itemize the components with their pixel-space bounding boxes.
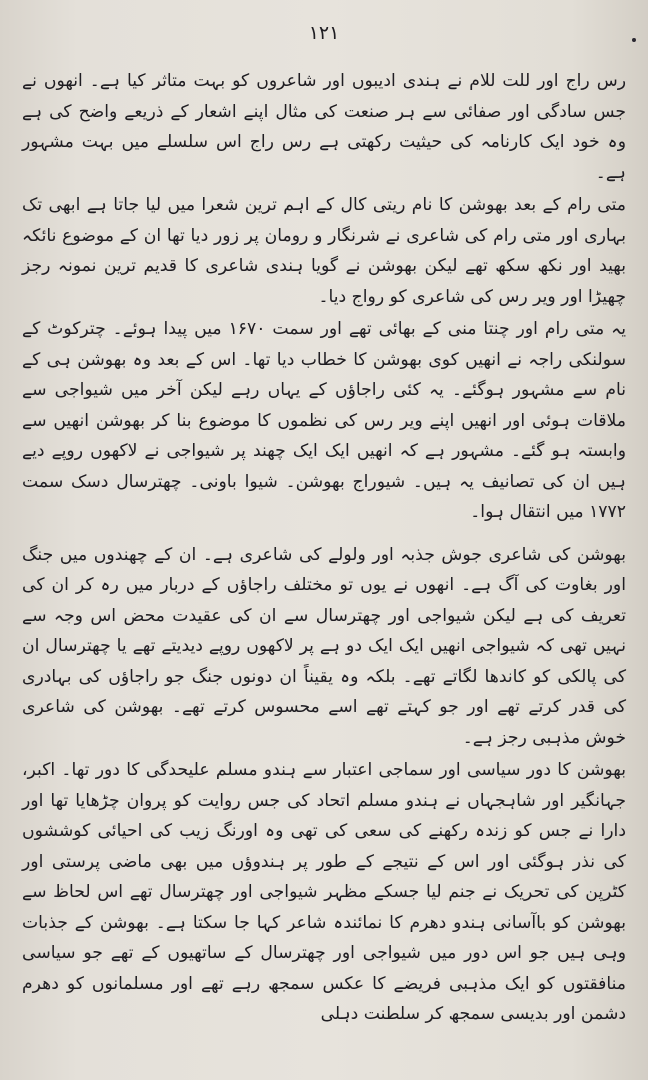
paragraph-bhushan-intro: متی رام کے بعد بھوشن کا نام ریتی کال کے اہم ترین شعرا میں لیا جاتا ہے ابھی تک بہاری اور متی رام کی شاعری نے شرنگار و رومان پر زور دیا تھا ان کے موضوع نائکہ بھید اور نکھ سکھ تھے لیکن بھوشن نے گویا ہندی شاعری کا قدیم ترین نمونہ رجز چھیڑا اور ویر رس کی شاعری کو رواج دیا۔ (22, 195, 626, 307)
page-corner-mark (632, 38, 636, 42)
page-body-text (22, 66, 626, 1030)
paragraph-bhushan-era: بھوشن کا دور سیاسی اور سماجی اعتبار سے ہندو مسلم علیحدگی کا دور تھا۔ اکبر، جہانگیر اور شاہجہاں نے ہندو مسلم اتحاد کی جس روایت کو پروان چڑھایا تھا اور دارا نے جس کو زندہ رکھنے کی سعی کی تھی وہ اورنگ زیب کی احیائی کوششوں کی نذر ہوگئی اور اس کے نتیجے کے طور پر ہندوؤں میں بھی ماضی پرستی اور کٹرپن کی تحریک نے جنم لیا جسکے مظہر شیواجی اور چھترسال تھے اس لحاظ سے بھوشن کو باآسانی ہندو دھرم کا نمائندہ شاعر کہا جا سکتا ہے۔ بھوشن کے جذبات وہی ہیں جو اس دور میں شیواجی اور چھترسال کے ساتھیوں کے تھے جو سیاسی منافقتوں کو ایک مذہبی فریضے کا عکس سمجھ رہے تھے اور مسلمانوں کو دھرم دشمن اور بدیسی سمجھ کر سلطنت دہلی (22, 760, 626, 1024)
paragraph-bhushan-poetry: بھوشن کی شاعری جوش جذبہ اور ولولے کی شاعری ہے۔ ان کے چھندوں میں جنگ اور بغاوت کی آگ ہے۔ انھوں نے یوں تو مختلف راجاؤں کے دربار میں رہ کر ان کی تعریف کی ہے لیکن شیواجی اور چھترسال سے ان کی عقیدت محض اس وجہ سے نہیں تھی کہ شیواجی انھیں ایک ایک دو ہے پر لاکھوں روپے دیدیتے تھے یا چھترسال ان کی پالکی کو کاندھا لگاتے تھے۔ بلکہ وہ یقیناً ان دونوں جنگ جو راجاؤں کی بہادری کی قدر کرتے تھے اور جو کہتے تھے اسے محسوس کرتے تھے۔ بھوشن کی شاعری خوش مذہبی رجز ہے۔ (22, 544, 626, 748)
page-number: ١٢١ (308, 22, 340, 44)
paragraph-ras-raj: رس راج اور للت للام نے ہندی ادیبوں اور شاعروں کو بہت متاثر کیا ہے۔ انھوں نے جس سادگی اور صفائی سے ہر صنعت کی مثال اپنے اشعار کے ذریعے واضح کی ہے وہ خود ایک کارنامہ کی حیثیت رکھتی ہے رس راج اس سلسلے میں بہت مشہور ہے۔ (22, 71, 626, 183)
paragraph-bhushan-life: یہ متی رام اور چنتا منی کے بھائی تھے اور سمت ۱۶۷۰ میں پیدا ہوئے۔ چترکوٹ کے سولنکی راجہ نے انھیں کوی بھوشن کا خطاب دیا تھا۔ اس کے بعد وہ بھوشن ہی کے نام سے مشہور ہوگئے۔ یہ کئی راجاؤں کے یہاں رہے لیکن آخر میں شیواجی سے ملاقات ہوئی اور انھیں اپنے ویر رس کی نظموں کا موضوع بنا کر بھوشن انھیں سے وابستہ ہو گئے۔ مشہور ہے کہ انھیں ایک ایک چھند پر شیواجی نے لاکھوں روپے دیے ہیں ان کی تصانیف یہ ہیں۔ شیوراج بھوشن۔ شیوا باونی۔ چھترسال دسک سمت ۱۷۷۲ میں انتقال ہوا۔ (22, 319, 627, 522)
